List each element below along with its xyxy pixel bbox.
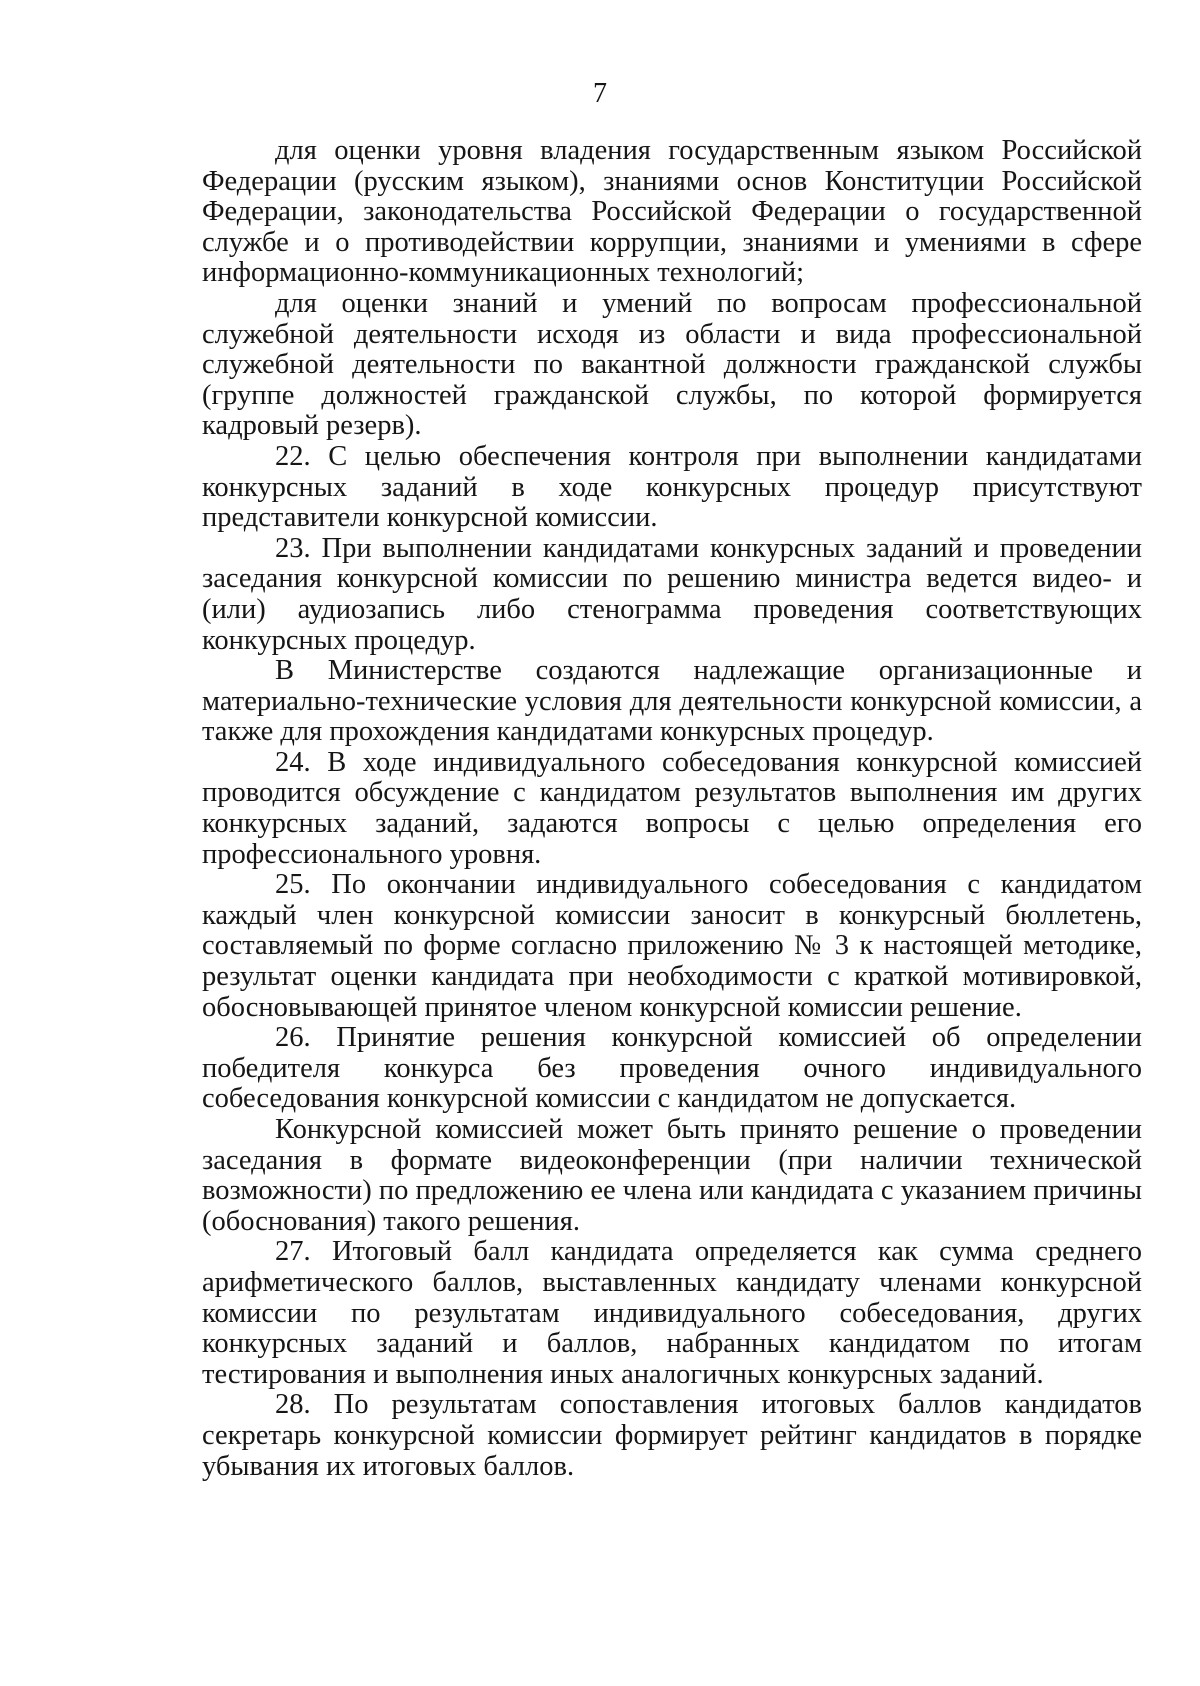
paragraph-24: 24. В ходе индивидуального собеседования конкурсной комиссией проводится обсуждение с кандидатом результатов выполнения им других конкурсных заданий, задаются вопросы с целью определения его профессионального уровня. [202, 746, 1142, 870]
paragraph-28: 28. По результатам сопоставления итоговых баллов кандидатов секретарь конкурсной комиссии формирует рейтинг кандидатов в порядке убывания их итоговых баллов. [202, 1389, 1142, 1482]
paragraph-25: 25. По окончании индивидуального собеседования с кандидатом каждый член конкурсной комиссии заносит в конкурсный бюллетень, составляемый по форме согласно приложению № 3 к настоящей методике, результат оценки кандидата при необходимости с краткой мотивировкой, обосновывающей принятое членом конкурсной комиссии решение. [202, 869, 1142, 1023]
paragraph-ministry-conditions: В Министерстве создаются надлежащие организационные и материально-технические условия для деятельности конкурсной комиссии, а также для прохождения кандидатами конкурсных процедур. [202, 655, 1142, 748]
paragraph-language-assessment: для оценки уровня владения государственным языком Российской Федерации (русским языком), знаниями основ Конституции Российской Федерации, законодательства Российской Федерации о государственной службе и о противодействии коррупции, знаниями и умениями в сфере информационно-коммуникационных технологий; [202, 135, 1142, 289]
document-body [202, 136, 1142, 1482]
paragraph-23: 23. При выполнении кандидатами конкурсных заданий и проведении заседания конкурсной комиссии по решению министра ведется видео- и (или) аудиозапись либо стенограмма проведения соответствующих конкурсных процедур. [202, 532, 1142, 656]
paragraph-professional-assessment: для оценки знаний и умений по вопросам профессиональной служебной деятельности исходя из области и вида профессиональной служебной деятельности по вакантной должности гражданской службы (группе должностей гражданской службы, по которой формируется кадровый резерв). [202, 287, 1142, 442]
paragraph-27: 27. Итоговый балл кандидата определяется как сумма среднего арифметического баллов, выставленных кандидату членами конкурсной комиссии по результатам индивидуального собеседования, других конкурсных заданий и баллов, набранных кандидатом по итогам тестирования и выполнения иных аналогичных конкурсных заданий. [202, 1236, 1142, 1390]
page-number: 7 [593, 78, 607, 109]
paragraph-videoconference: Конкурсной комиссией может быть принято решение о проведении заседания в формате видеоконференции (при наличии технической возможности) по предложению ее члена или кандидата с указанием причины (обоснования) такого решения. [202, 1114, 1142, 1237]
paragraph-26: 26. Принятие решения конкурсной комиссией об определении победителя конкурса без проведения очного индивидуального собеседования конкурсной комиссии с кандидатом не допускается. [202, 1022, 1142, 1115]
paragraph-22: 22. С целью обеспечения контроля при выполнении кандидатами конкурсных заданий в ходе конкурсных процедур присутствуют представители конкурсной комиссии. [202, 440, 1142, 534]
